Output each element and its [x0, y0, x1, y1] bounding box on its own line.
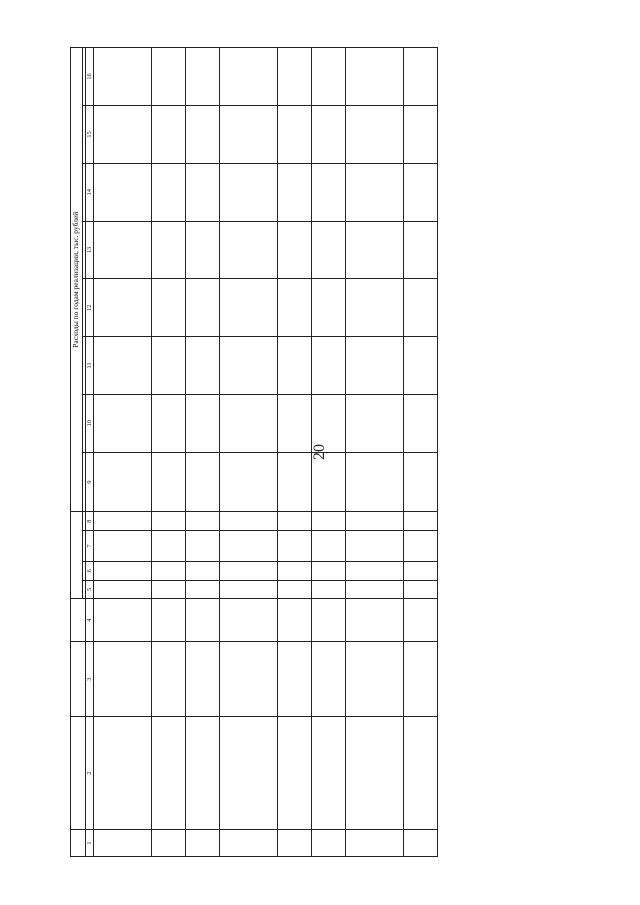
year-value [404, 394, 438, 452]
row-number [152, 830, 186, 857]
year-value [404, 48, 438, 106]
year-value [404, 279, 438, 337]
executor [404, 642, 438, 716]
year-value [186, 279, 220, 337]
column-number: 16 [85, 48, 93, 106]
col-header-number [71, 830, 86, 857]
row-number [278, 830, 312, 857]
year-value [346, 163, 404, 221]
year-value [312, 48, 346, 106]
year-value [278, 106, 312, 164]
row-number [346, 830, 404, 857]
table-row [278, 48, 312, 857]
total [312, 452, 346, 512]
year-value [346, 106, 404, 164]
executor [312, 642, 346, 716]
year-value [94, 106, 152, 164]
table-row [186, 48, 220, 857]
year-value [312, 394, 346, 452]
row-number [186, 830, 220, 857]
funding-source [404, 599, 438, 642]
row-number [404, 830, 438, 857]
activity-name [312, 716, 346, 829]
code-rz [346, 561, 404, 580]
year-value [186, 48, 220, 106]
code-vr [278, 512, 312, 531]
code-csr [152, 531, 186, 562]
year-value [312, 163, 346, 221]
total [94, 452, 152, 512]
code-rz [220, 561, 278, 580]
col-header-expenses: Расходы по годам реализации, тыс. рублей [71, 48, 83, 512]
activity-name [186, 716, 220, 829]
row-number [94, 830, 152, 857]
table-header-row [71, 48, 83, 857]
executor [220, 642, 278, 716]
year-value [186, 221, 220, 279]
activity-name [152, 716, 186, 829]
code-rz [186, 561, 220, 580]
year-value [94, 163, 152, 221]
column-number: 8 [85, 512, 93, 531]
total [220, 452, 278, 512]
year-value [278, 337, 312, 395]
year-value [220, 48, 278, 106]
year-value [94, 48, 152, 106]
year-value [152, 48, 186, 106]
year-value [346, 279, 404, 337]
code-rz [278, 561, 312, 580]
year-value [346, 337, 404, 395]
year-value [346, 394, 404, 452]
executor [278, 642, 312, 716]
column-number: 10 [85, 394, 93, 452]
code-grbs [278, 580, 312, 599]
year-value [186, 106, 220, 164]
column-number: 15 [85, 106, 93, 164]
code-csr [94, 531, 152, 562]
year-value [278, 163, 312, 221]
page-number: 20 [311, 444, 328, 460]
year-value [346, 48, 404, 106]
code-vr [94, 512, 152, 531]
code-csr [278, 531, 312, 562]
funding-source [94, 599, 152, 642]
year-value [312, 221, 346, 279]
total [346, 452, 404, 512]
funding-source [346, 599, 404, 642]
executor [152, 642, 186, 716]
code-grbs [220, 580, 278, 599]
year-value [152, 337, 186, 395]
year-value [94, 221, 152, 279]
year-value [186, 337, 220, 395]
activity-name [346, 716, 404, 829]
table-row [152, 48, 186, 857]
table-row [346, 48, 404, 857]
code-grbs [94, 580, 152, 599]
total [186, 452, 220, 512]
year-value [404, 221, 438, 279]
column-number: 9 [85, 452, 93, 512]
year-value [312, 337, 346, 395]
funding-source [220, 599, 278, 642]
year-value [94, 279, 152, 337]
code-csr [312, 531, 346, 562]
year-value [278, 48, 312, 106]
column-number: 13 [85, 221, 93, 279]
year-value [152, 279, 186, 337]
year-value [220, 337, 278, 395]
code-vr [152, 512, 186, 531]
column-number: 6 [85, 561, 93, 580]
code-csr [220, 531, 278, 562]
total [152, 452, 186, 512]
table-row [404, 48, 438, 857]
code-vr [186, 512, 220, 531]
column-number: 7 [85, 531, 93, 562]
year-value [278, 394, 312, 452]
year-value [278, 279, 312, 337]
year-value [220, 279, 278, 337]
funding-source [278, 599, 312, 642]
column-number: 1 [85, 830, 93, 857]
year-value [94, 337, 152, 395]
col-header-budget-code [71, 512, 83, 599]
funding-source [186, 599, 220, 642]
year-value [312, 279, 346, 337]
year-value [152, 163, 186, 221]
year-value [278, 221, 312, 279]
col-header-executor [71, 642, 86, 716]
code-vr [404, 512, 438, 531]
column-number: 2 [85, 716, 93, 829]
code-grbs [404, 580, 438, 599]
activity-name [94, 716, 152, 829]
row-number [312, 830, 346, 857]
year-value [94, 394, 152, 452]
year-value [404, 106, 438, 164]
col-header-activity [71, 716, 86, 829]
code-grbs [312, 580, 346, 599]
executor [94, 642, 152, 716]
year-value [404, 163, 438, 221]
year-value [220, 394, 278, 452]
code-rz [152, 561, 186, 580]
table-row [220, 48, 278, 857]
table-body [94, 48, 438, 857]
code-csr [404, 531, 438, 562]
column-number-row [85, 48, 93, 857]
code-rz [312, 561, 346, 580]
code-grbs [152, 580, 186, 599]
activity-name [278, 716, 312, 829]
funding-source [152, 599, 186, 642]
program-table-container [70, 47, 570, 857]
year-value [220, 221, 278, 279]
year-value [186, 394, 220, 452]
year-value [312, 106, 346, 164]
year-value [186, 163, 220, 221]
program-table [70, 47, 438, 857]
funding-source [312, 599, 346, 642]
year-value [152, 394, 186, 452]
column-number: 12 [85, 279, 93, 337]
col-header-source [71, 599, 86, 642]
code-rz [94, 561, 152, 580]
column-number: 14 [85, 163, 93, 221]
year-value [152, 106, 186, 164]
year-value [220, 106, 278, 164]
year-value [404, 337, 438, 395]
code-csr [346, 531, 404, 562]
total [404, 452, 438, 512]
code-vr [220, 512, 278, 531]
activity-name [404, 716, 438, 829]
total [278, 452, 312, 512]
executor [346, 642, 404, 716]
code-grbs [346, 580, 404, 599]
code-csr [186, 531, 220, 562]
column-number: 3 [85, 642, 93, 716]
column-number: 5 [85, 580, 93, 599]
table-row [312, 48, 346, 857]
code-vr [312, 512, 346, 531]
code-vr [346, 512, 404, 531]
column-number: 11 [85, 337, 93, 395]
row-number [220, 830, 278, 857]
executor [186, 642, 220, 716]
code-grbs [186, 580, 220, 599]
year-value [346, 221, 404, 279]
year-value [152, 221, 186, 279]
year-value [220, 163, 278, 221]
table-row [94, 48, 152, 857]
code-rz [404, 561, 438, 580]
activity-name [220, 716, 278, 829]
column-number: 4 [85, 599, 93, 642]
